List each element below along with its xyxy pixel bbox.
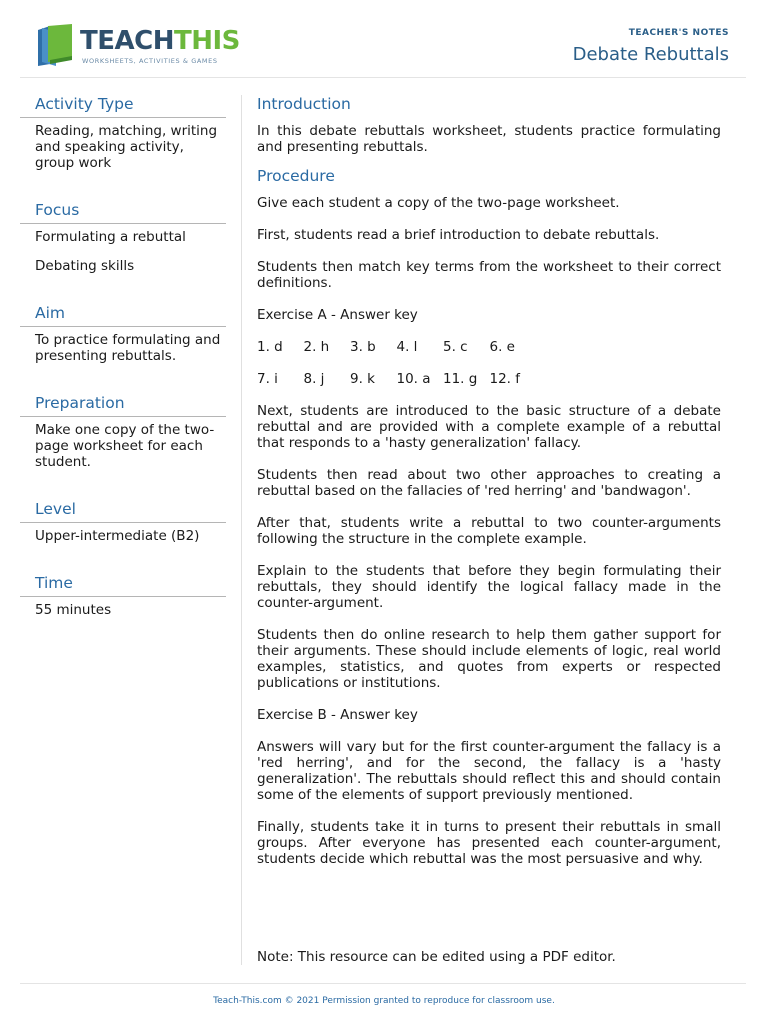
answer-key-item: 6. e bbox=[489, 339, 515, 355]
procedure-step: Finally, students take it in turns to present their rebuttals in small groups. After everyone has presented each counter-argument, students decide which rebuttal was the most persuasive and why. bbox=[257, 819, 721, 867]
procedure-step: Students then do online research to help them gather support for their arguments. These should include elements of logic, real world examples, statistics, and quotes from experts or respected publications or institutions. bbox=[257, 627, 721, 691]
procedure-step: Students then read about two other approaches to creating a rebuttal based on the fallacies of 'red herring' and 'bandwagon'. bbox=[257, 467, 721, 499]
answer-key-item: 3. b bbox=[350, 339, 376, 355]
header-divider bbox=[20, 77, 746, 78]
section-label: TEACHER'S NOTES bbox=[628, 28, 729, 38]
procedure-step: Give each student a copy of the two-page worksheet. bbox=[257, 195, 620, 211]
aim-heading: Aim bbox=[20, 304, 226, 327]
focus-heading: Focus bbox=[20, 201, 226, 224]
exercise-a-label: Exercise A - Answer key bbox=[257, 307, 418, 323]
procedure-step: First, students read a brief introduction to debate rebuttals. bbox=[257, 227, 660, 243]
answer-key-item: 4. l bbox=[396, 339, 418, 355]
answer-key-item: 7. i bbox=[257, 371, 278, 387]
focus-item: Debating skills bbox=[35, 258, 135, 274]
column-divider bbox=[241, 95, 242, 965]
procedure-step: Students then match key terms from the worksheet to their correct definitions. bbox=[257, 259, 721, 291]
footer-divider bbox=[20, 983, 746, 984]
preparation-heading: Preparation bbox=[20, 394, 226, 417]
main-content bbox=[257, 95, 721, 883]
answer-key-item: 11. g bbox=[443, 371, 478, 387]
aim-section bbox=[20, 304, 226, 364]
answer-key-row bbox=[257, 371, 721, 387]
introduction-text: In this debate rebuttals worksheet, students practice formulating and presenting rebuttals. bbox=[257, 123, 721, 155]
activity-type-section bbox=[20, 95, 226, 171]
sidebar bbox=[20, 95, 226, 632]
answer-key-item: 12. f bbox=[489, 371, 521, 387]
editing-note: Note: This resource can be edited using a PDF editor. bbox=[257, 949, 616, 965]
procedure-step: Next, students are introduced to the basic structure of a debate rebuttal and are provided with a complete example of a rebuttal that responds to a 'hasty generalization' fallacy. bbox=[257, 403, 721, 451]
time-heading: Time bbox=[20, 574, 226, 597]
answer-key-item: 1. d bbox=[257, 339, 283, 355]
answer-key-item: 9. k bbox=[350, 371, 375, 387]
logo-wordmark: TEACHTHIS bbox=[80, 26, 240, 56]
procedure-step: Answers will vary but for the first counter-argument the fallacy is a 'red herring', and for the second, the fallacy is a 'hasty generalization'. The rebuttals should reflect this and should contain some of the elements of support previously mentioned. bbox=[257, 739, 721, 803]
aim-text: To practice formulating and presenting rebuttals. bbox=[35, 332, 221, 364]
focus-section bbox=[20, 201, 226, 274]
exercise-b-label: Exercise B - Answer key bbox=[257, 707, 418, 723]
logo-tagline: WORKSHEETS, ACTIVITIES & GAMES bbox=[82, 57, 218, 65]
procedure-step: After that, students write a rebuttal to two counter-arguments following the structure in the complete example. bbox=[257, 515, 721, 547]
footer-copyright: Teach-This.com © 2021 Permission granted to reproduce for classroom use. bbox=[213, 996, 555, 1006]
preparation-section bbox=[20, 394, 226, 470]
answer-key-item: 10. a bbox=[396, 371, 431, 387]
level-heading: Level bbox=[20, 500, 226, 523]
focus-item: Formulating a rebuttal bbox=[35, 229, 186, 245]
answer-key-item: 5. c bbox=[443, 339, 468, 355]
procedure-heading: Procedure bbox=[257, 167, 335, 185]
teach-this-logo bbox=[36, 24, 240, 70]
preparation-text: Make one copy of the two-page worksheet for each student. bbox=[35, 422, 215, 470]
time-text: 55 minutes bbox=[35, 602, 112, 618]
introduction-heading: Introduction bbox=[257, 95, 351, 113]
procedure-step: Explain to the students that before they begin formulating their rebuttals, they should identify the logical fallacy made in the counter-argument. bbox=[257, 563, 721, 611]
level-section bbox=[20, 500, 226, 544]
page-title: Debate Rebuttals bbox=[572, 44, 729, 65]
book-logo-icon bbox=[36, 24, 76, 68]
activity-type-text: Reading, matching, writing and speaking activity, group work bbox=[35, 123, 218, 171]
activity-type-heading: Activity Type bbox=[20, 95, 226, 118]
time-section bbox=[20, 574, 226, 618]
answer-key-item: 8. j bbox=[303, 371, 325, 387]
answer-key-row bbox=[257, 339, 721, 355]
level-text: Upper-intermediate (B2) bbox=[35, 528, 200, 544]
answer-key-item: 2. h bbox=[303, 339, 330, 355]
